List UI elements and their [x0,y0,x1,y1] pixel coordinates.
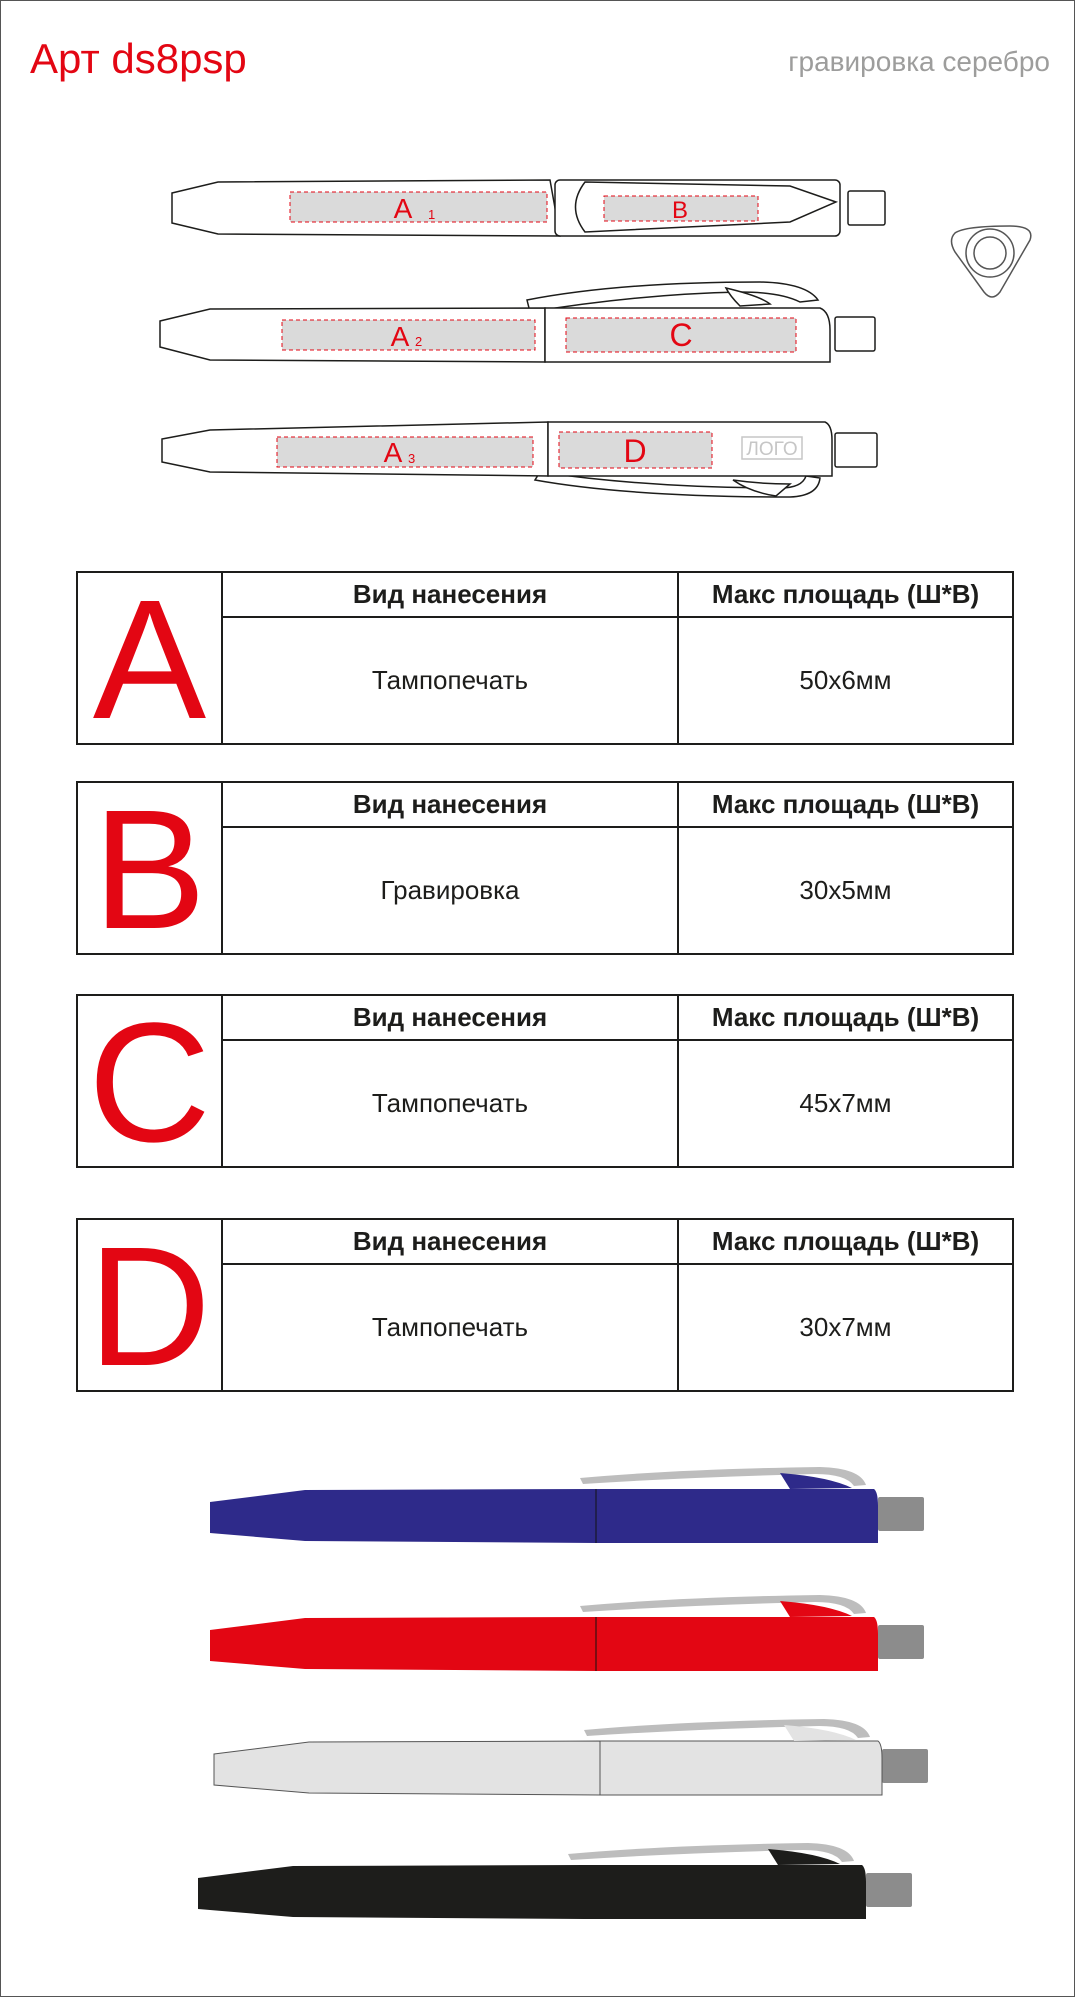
spec-letter: D [78,1220,223,1390]
max-area-header: Макс площадь (Ш*В) [679,996,1012,1041]
spec-table-b [76,775,1014,965]
max-area-value: 50х6мм [799,665,892,695]
zone-a3-area [277,437,533,467]
finish-subtitle: гравировка серебро [788,46,1050,77]
method-header: Вид нанесения [223,1220,679,1265]
article-title: Арт ds8psp [30,35,247,82]
method-value: Гравировка [223,828,679,953]
zone-a3-subscript: 3 [408,451,416,466]
imprint-zones-drawing [0,0,1075,560]
spec-letter: C [78,996,223,1166]
max-area-value: 30х7мм [799,1312,892,1342]
zone-d-label: D [623,433,647,469]
spec-letter: B [78,783,223,953]
zone-a2-subscript: 2 [415,334,423,349]
logo-placeholder-text: ЛОГО [746,439,798,460]
zone-a1-label: A [393,193,413,224]
method-header: Вид нанесения [223,996,679,1041]
max-area-header: Макс площадь (Ш*В) [679,1220,1012,1265]
method-header: Вид нанесения [223,783,679,828]
pen-tip-view [952,226,1031,297]
method-value: Тампопечать [223,1041,679,1166]
zone-a1-subscript: 1 [428,207,436,222]
zone-a2-label: A [390,321,410,352]
zone-a3-label: A [383,437,403,468]
zone-c-label: C [669,317,693,353]
color-variants-drawing [0,1440,1075,1940]
zone-b-label: B [671,197,689,224]
pen-red [210,1595,924,1671]
spec-table-a [76,565,1014,755]
max-area-header: Макс площадь (Ш*В) [679,573,1012,618]
pen-white [214,1719,928,1795]
max-area-value: 45х7мм [799,1088,892,1118]
method-value: Тампопечать [223,618,679,743]
pen-black [198,1843,912,1919]
max-area-header: Макс площадь (Ш*В) [679,783,1012,828]
method-value: Тампопечать [223,1265,679,1390]
spec-table-c [76,988,1014,1178]
method-header: Вид нанесения [223,573,679,618]
spec-table-d [76,1212,1014,1402]
max-area-value: 30х5мм [799,875,892,905]
zone-a1-area [290,192,547,222]
pen-blue [210,1467,924,1543]
spec-letter: A [78,573,223,743]
